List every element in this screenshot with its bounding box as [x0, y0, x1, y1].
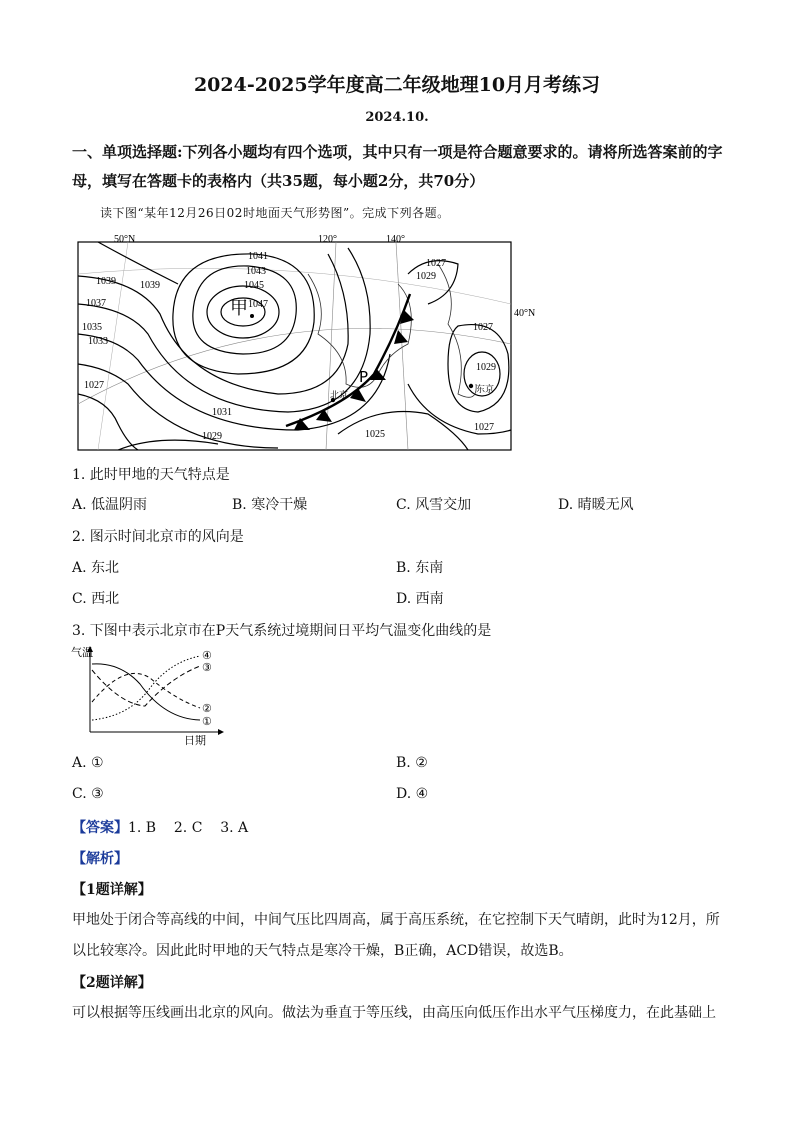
- isobar-label: 1041: [248, 251, 268, 262]
- answer-line: [72, 817, 248, 837]
- question-3-stem: 3. 下图中表示北京市在P天气系统过境期间日平均气温变化曲线的是: [72, 623, 492, 639]
- question-3-option-d[interactable]: D. ④: [396, 786, 429, 802]
- high-pressure-label: 甲: [230, 298, 248, 319]
- isobar-label: 1031: [212, 407, 232, 418]
- weather-map: [78, 234, 536, 452]
- question-1-option-a[interactable]: A. 低温阴雨: [72, 497, 148, 513]
- isobar-label: 1037: [86, 298, 106, 309]
- answer-label: 【答案】: [72, 820, 128, 836]
- chart-x-label: 日期: [184, 734, 206, 747]
- lon-120-label: 120°: [318, 234, 337, 245]
- curve-label-4: ④: [202, 649, 212, 662]
- question-1-stem: 1. 此时甲地的天气特点是: [72, 467, 230, 483]
- question-1-option-b[interactable]: B. 寒冷干燥: [232, 497, 308, 513]
- q1-analysis-heading: 【1题详解】: [72, 882, 152, 898]
- temperature-curve-chart: [70, 644, 230, 746]
- answer-text: 1. B 2. C 3. A: [128, 820, 249, 836]
- isobar-label: 1043: [246, 266, 266, 277]
- curve-label-2: ②: [202, 702, 212, 715]
- isobar-label: 1039: [96, 276, 116, 287]
- intro-text: 读下图“某年12月26日02时地面天气形势图”。完成下列各题。: [100, 206, 450, 220]
- q1-analysis-text: 甲地处于闭合等高线的中间，中间气压比四周高，属于高压系统，在它控制下天气晴朗，此时为12月，所以比较寒冷。因此此时甲地的天气特点是寒冷干燥，B正确，ACD错误，故选B。: [72, 912, 720, 959]
- q2-analysis-text: 可以根据等压线画出北京的风向。做法为垂直于等压线，由高压向低压作出水平气压梯度力，在此基础上: [72, 1005, 716, 1021]
- isobar-label: 1029: [202, 431, 222, 442]
- question-2-option-a[interactable]: A. 东北: [72, 560, 120, 576]
- isobar-label: 1033: [88, 336, 108, 347]
- curve-label-3: ③: [202, 661, 212, 674]
- lat-50n-label: 50°N: [114, 234, 136, 245]
- isobar-label: 1027: [474, 422, 494, 433]
- curve-label-1: ①: [202, 715, 212, 728]
- city-tokyo-label: 东京: [476, 384, 495, 394]
- q2-analysis-heading: 【2题详解】: [72, 975, 152, 991]
- section-heading: 一、单项选择题:下列各小题均有四个选项，其中只有一项是符合题意要求的。请将所选答案前的字母，填写在答题卡的表格内（共35题，每小题2分，共70分）: [72, 143, 723, 190]
- question-1-option-d[interactable]: D. 晴暖无风: [558, 497, 634, 513]
- question-2-option-c[interactable]: C. 西北: [72, 591, 120, 607]
- lon-140-label: 140°: [386, 234, 405, 245]
- isobar-label: 1029: [416, 271, 436, 282]
- isobar-label: 1045: [244, 280, 264, 291]
- question-1-option-c[interactable]: C. 风雪交加: [396, 497, 472, 513]
- chart-y-label: 气温: [71, 646, 93, 659]
- page-title: 2024-2025学年度高二年级地理10月月考练习: [193, 74, 601, 96]
- analysis-label: 【解析】: [72, 851, 128, 867]
- lat-40n-label: 40°N: [514, 308, 536, 319]
- question-2-stem: 2. 图示时间北京市的风向是: [72, 529, 244, 545]
- isobar-label: 1029: [476, 362, 496, 373]
- city-beijing-label: 北京: [330, 390, 349, 400]
- question-3-option-c[interactable]: C. ③: [72, 786, 104, 802]
- exam-date: 2024.10.: [365, 110, 429, 125]
- isobar-label: 1039: [140, 280, 160, 291]
- weather-system-label: P: [359, 368, 369, 386]
- isobar-label: 1027: [473, 322, 493, 333]
- question-3-option-b[interactable]: B. ②: [396, 755, 428, 771]
- isobar-label: 1035: [82, 322, 102, 333]
- question-2-option-d[interactable]: D. 西南: [396, 591, 444, 607]
- isobar-label: 1027: [84, 380, 104, 391]
- isobar-label: 1025: [365, 429, 385, 440]
- question-3-option-a[interactable]: A. ①: [72, 755, 104, 771]
- isobar-label: 1047: [248, 299, 268, 310]
- isobar-label: 1027: [426, 258, 446, 269]
- question-2-option-b[interactable]: B. 东南: [396, 560, 444, 576]
